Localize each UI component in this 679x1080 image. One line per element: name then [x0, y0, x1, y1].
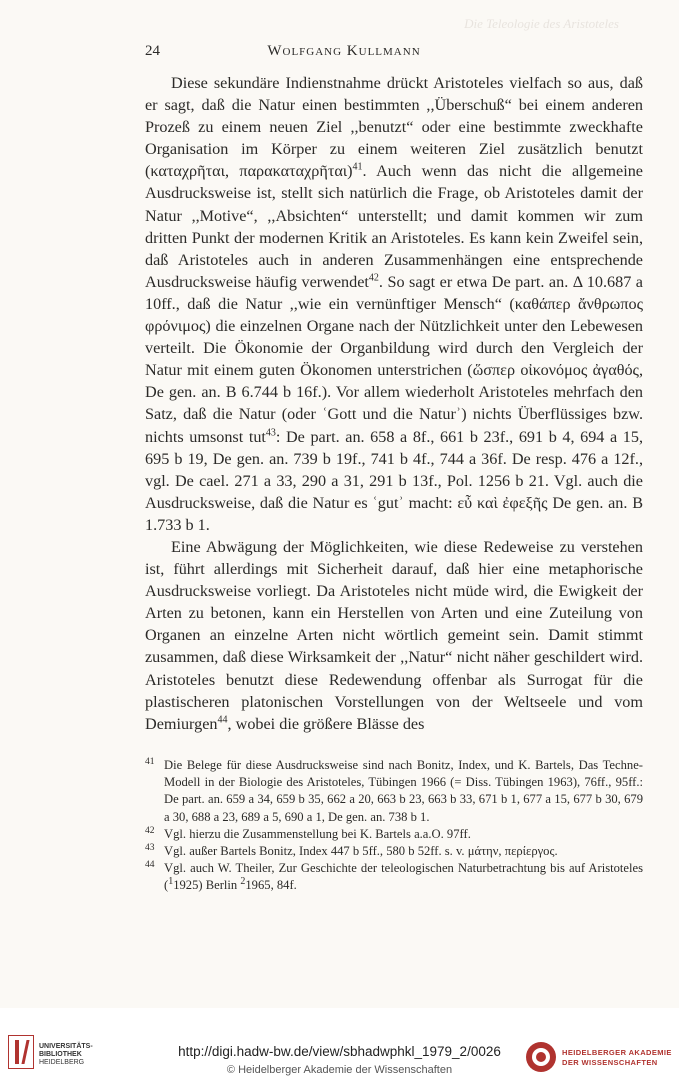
footnotes	[145, 757, 643, 895]
footnote-text: Vgl. außer Bartels Bonitz, Index 447 b 5ff., 580 b 52ff. s. v. μάτην, περίεργος.	[164, 844, 558, 859]
running-head: Wolfgang Kullmann	[267, 43, 421, 59]
footnote-number: 43	[145, 843, 155, 854]
footnote-text: Vgl. auch W. Theiler, Zur Geschichte der teleologischen Naturbetrachtung bis auf Aristoteles ($^1$1925) Berlin $^2$1965, 84f.	[164, 861, 643, 893]
paragraph-2: Eine Abwägung der Möglichkeiten, wie diese Redeweise zu verstehen ist, führt allerdings mit Sicherheit darauf, daß hier eine metaphorische Ausdrucksweise vorliegt. Da Aristoteles nicht müde wird, die Ewigkeit der Arten zu betonen, kann ein Herstellen von Arten und eine Zuteilung von Organen an einzelne Arten nicht wörtlich gemeint sein. Damit stimmt zusammen, daß diese Wirksamkeit der ,,Natur“ nicht näher geschildert wird. Aristoteles benutzt diese Redewendung offenbar als Surrogat für die plastischeren platonischen Vorstellungen von der Weltseele und vom Demiurgen$^{44}$, wobei die größere Blässe des	[145, 537, 643, 733]
footnote-text: Die Belege für diese Ausdrucksweise sind nach Bonitz, Index, und K. Bartels, Das Techne-Modell in der Biologie des Aristoteles, Tübingen 1966 (= Diss. Tübingen 1963), 76ff., 95ff.: De part. an. 659 a 34, 659 b 35, 662 a 20, 663 b 23, 663 b 33, 671 b 1, 677 a 15, 677 b 30, 679 a 30, 688 a 23, 689 a 5, 690 a 1, De gen. an. 738 b 1.	[164, 758, 643, 824]
footnote-text: Vgl. hierzu die Zusammenstellung bei K. Bartels a.a.O. 97ff.	[164, 826, 471, 841]
footnote-44	[145, 860, 643, 894]
footnote-41	[145, 757, 643, 826]
page-header	[145, 43, 543, 63]
page-number: 24	[145, 43, 160, 59]
academy-logo-icon[interactable]	[526, 1042, 556, 1072]
paragraph-1: Diese sekundäre Indienstnahme drückt Aristoteles vielfach so aus, daß er sagt, daß die Natur einen bestimmten ,,Überschuß“ bei einem anderen Prozeß zu einem neuen Ziel ,,benutzt“ oder eine bestimmte zweckhafte Organisation im Körper zu einem weiteren Ziel zusätzlich benutzt (καταχρῆται, παρακαταχρῆται)$^{41}$. Auch wenn das nicht die allgemeine Ausdrucksweise ist, stellt sich natürlich die Frage, ob Aristoteles damit der Natur ,,Motive“, ,,Absichten“ unterstellt; und damit kommen wir zum dritten Punkt der modernen Kritik an Aristoteles. Es kann kein Zweifel sein, daß Aristoteles auch in anderen Zusammenhängen eine entsprechende Ausdrucksweise häufig verwendet$^{42}$. So sagt er etwa De part. an. Δ 10.687 a 10ff., daß die Natur ,,wie ein vernünftiger Mensch“ (καθάπερ ἄνθρωπος φρόνιμος) die einzelnen Organe nach der Nützlichkeit unter den Lebewesen verteilt. Die Ökonomie der Organbildung wird durch den Vergleich der Natur mit einem guten Ökonomen unterstrichen (ὥσπερ οἰκονόμος ἀγαθός, De gen. an. B 6.744 b 16f.). Vor allem wiederholt Aristoteles mehrfach den Satz, daß die Natur (oder ʿGott und die Naturʾ) nichts Überflüssiges bzw. nichts umsonst tut$^{43}$: De part. an. 658 a 8f., 661 b 23f., 691 b 4, 694 a 15, 695 b 19, De gen. an. 739 b 19f., 741 b 4f., 744 a 36f. De resp. 476 a 12f., vgl. De cael. 271 a 33, 290 a 31, 291 b 13f., Pol. 1256 b 21. Vgl. auch die Ausdrucksweise, daß die Natur es ʿgutʾ macht: εὖ καὶ ἐφεξῆς De gen. an. B 1.733 b 1.	[145, 74, 643, 534]
footnote-ref-43[interactable]: 43	[265, 427, 276, 439]
university-library-name: UNIVERSITÄTS- BIBLIOTHEK HEIDELBERG	[39, 1043, 93, 1066]
footnote-number: 41	[145, 757, 155, 767]
main-text	[145, 72, 643, 735]
footnote-42	[145, 826, 643, 843]
viewer-footer	[0, 1008, 679, 1080]
copyright-notice: © Heidelberger Akademie der Wissenschaften	[226, 1064, 453, 1076]
bleed-through-text: Die Teleologie des Aristoteles	[464, 16, 619, 31]
footnote-43	[145, 843, 643, 860]
footnote-ref-41[interactable]: 41	[352, 161, 363, 173]
footnote-ref-44[interactable]: 44	[217, 714, 228, 726]
academy-name: HEIDELBERGER AKADEMIE DER WISSENSCHAFTEN	[562, 1048, 672, 1067]
footnote-number: 42	[145, 825, 155, 836]
footnote-number: 44	[145, 860, 155, 871]
permalink-url[interactable]: http://digi.hadw-bw.de/view/sbhadwphkl_1979_2/0026	[178, 1044, 501, 1059]
footnote-ref-42[interactable]: 42	[368, 272, 379, 284]
